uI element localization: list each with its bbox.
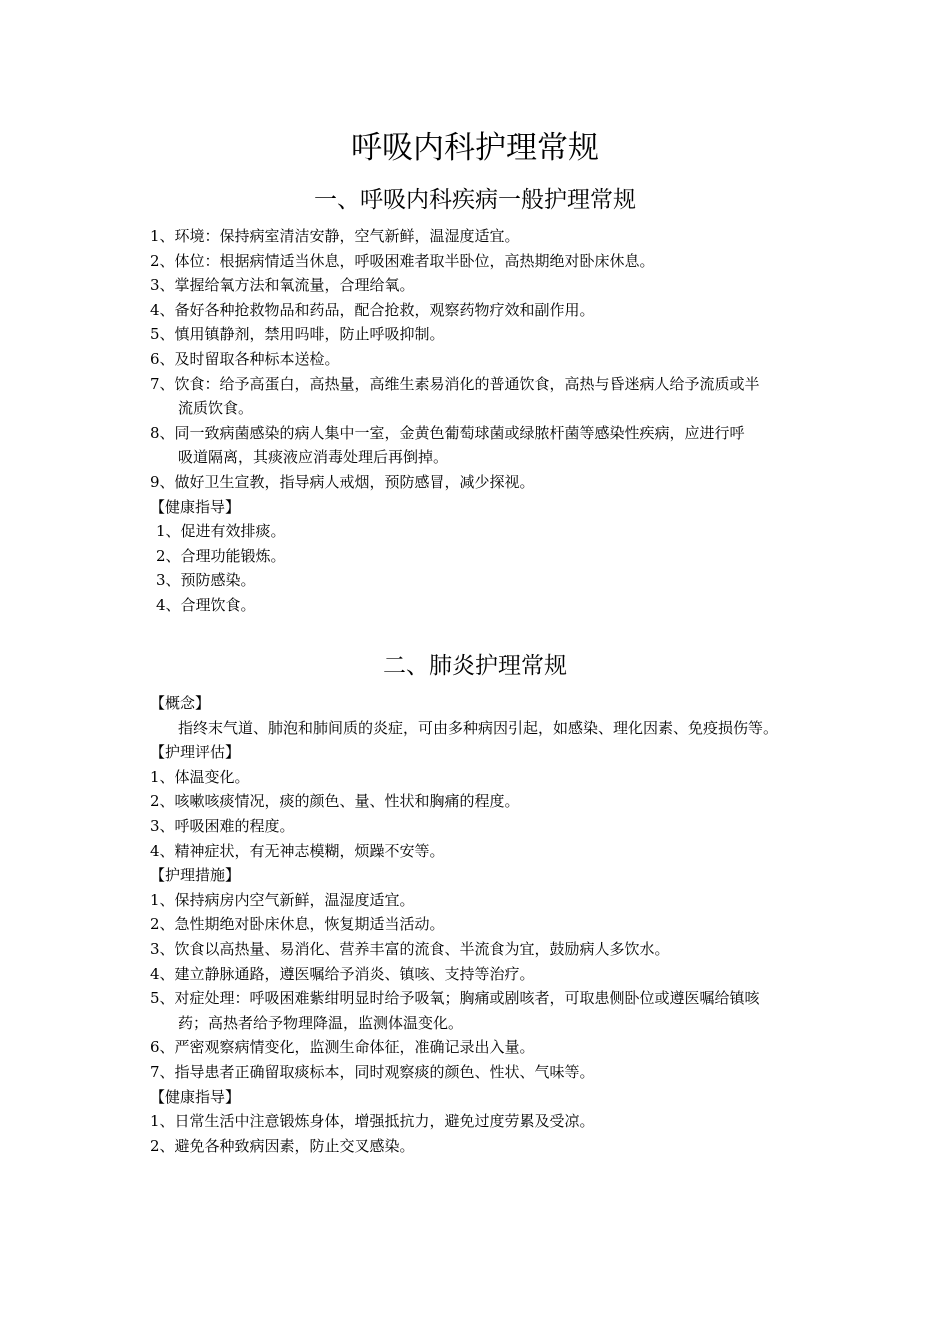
- section1-body: [150, 224, 815, 618]
- list-item: 6、及时留取各种标本送检。: [150, 349, 340, 368]
- list-item: 1、环境：保持病室清洁安静，空气新鲜，温湿度适宜。: [150, 227, 520, 245]
- list-item: 3、掌握给氧方法和氧流量，合理给氧。: [150, 276, 415, 295]
- list-item: 3、呼吸困难的程度。: [150, 816, 295, 835]
- concept-label: 【概念】: [150, 694, 211, 712]
- list-item: 8、同一致病菌感染的病人集中一室，金黄色葡萄球菌或绿脓杆菌等感染性疾病，应进行呼: [150, 423, 745, 442]
- list-item: 2、急性期绝对卧床休息，恢复期适当活动。: [150, 915, 445, 934]
- section1-heading: 一、呼吸内科疾病一般护理常规: [314, 187, 636, 213]
- health-guidance-label: 【健康指导】: [150, 1087, 241, 1106]
- assessment-label: 【护理评估】: [150, 743, 241, 762]
- list-item: 1、保持病房内空气新鲜，温湿度适宜。: [150, 890, 415, 909]
- list-item: 2、咳嗽咳痰情况，痰的颜色、量、性状和胸痛的程度。: [150, 792, 520, 811]
- list-item: 4、合理饮食。: [156, 595, 256, 614]
- list-item: 7、饮食：给予高蛋白，高热量，高维生素易消化的普通饮食，高热与昏迷病人给予流质或半: [150, 374, 760, 393]
- list-item: 1、体温变化。: [150, 767, 250, 786]
- concept-text: 指终末气道、肺泡和肺间质的炎症，可由多种病因引起，如感染、理化因素、免疫损伤等。: [178, 718, 779, 737]
- list-item: 4、建立静脉通路，遵医嘱给予消炎、镇咳、支持等治疗。: [150, 964, 535, 983]
- section2-body: [150, 691, 815, 1158]
- section2-heading: 二、肺炎护理常规: [383, 653, 567, 679]
- list-item: 4、备好各种抢救物品和药品，配合抢救，观察药物疗效和副作用。: [150, 300, 595, 319]
- list-item: 7、指导患者正确留取痰标本，同时观察痰的颜色、性状、气味等。: [150, 1062, 595, 1081]
- list-item: 2、体位：根据病情适当休息，呼吸困难者取半卧位，高热期绝对卧床休息。: [150, 251, 655, 270]
- list-item: 6、严密观察病情变化，监测生命体征，准确记录出入量。: [150, 1038, 535, 1057]
- list-item: 1、促进有效排痰。: [156, 522, 286, 541]
- list-item: 1、日常生活中注意锻炼身体，增强抵抗力，避免过度劳累及受凉。: [150, 1112, 595, 1131]
- list-item: 3、预防感染。: [156, 571, 256, 590]
- list-item: 5、慎用镇静剂，禁用吗啡，防止呼吸抑制。: [150, 325, 445, 344]
- list-item-continuation: 药；高热者给予物理降温，监测体温变化。: [178, 1013, 464, 1032]
- list-item: 3、饮食以高热量、易消化、营养丰富的流食、半流食为宜，鼓励病人多饮水。: [150, 939, 670, 958]
- list-item: 4、精神症状，有无神志模糊，烦躁不安等。: [150, 841, 445, 860]
- list-item-continuation: 吸道隔离，其痰液应消毒处理后再倒掉。: [178, 448, 449, 467]
- list-item: 2、避免各种致病因素，防止交叉感染。: [150, 1136, 415, 1155]
- document-title: 呼吸内科护理常规: [351, 130, 599, 166]
- measures-label: 【护理措施】: [150, 866, 241, 885]
- list-item-continuation: 流质饮食。: [178, 399, 254, 418]
- list-item: 2、合理功能锻炼。: [156, 546, 286, 565]
- health-guidance-label: 【健康指导】: [150, 497, 241, 516]
- list-item: 9、做好卫生宣教，指导病人戒烟，预防感冒，减少探视。: [150, 472, 535, 491]
- list-item: 5、对症处理：呼吸困难紫绀明显时给予吸氧；胸痛或剧咳者，可取患侧卧位或遵医嘱给镇咳: [150, 989, 760, 1008]
